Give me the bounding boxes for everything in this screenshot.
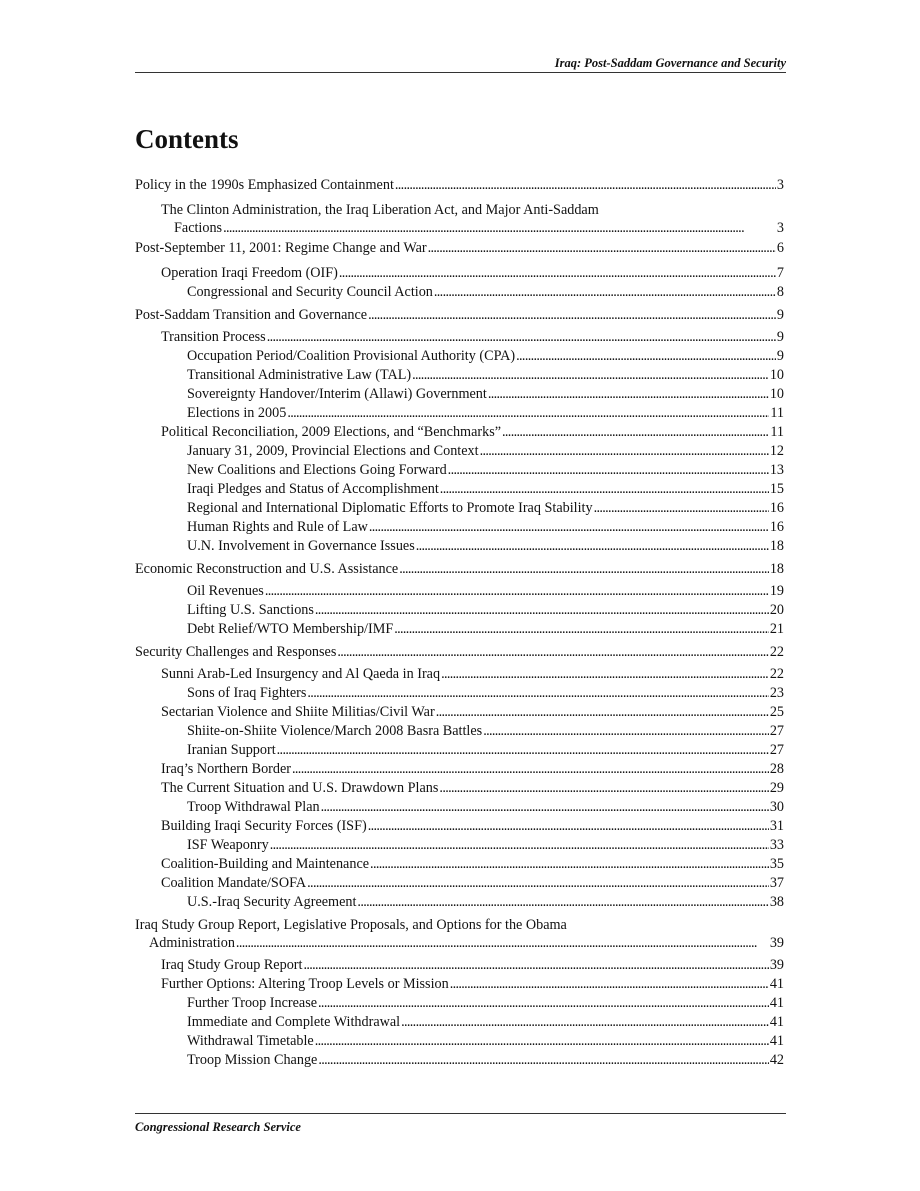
dot-leader <box>439 779 768 797</box>
toc-entry[interactable] <box>135 1032 784 1050</box>
dot-leader <box>395 176 776 194</box>
dot-leader <box>416 537 769 555</box>
toc-entry[interactable] <box>135 347 784 365</box>
toc-entry-title: Coalition Mandate/SOFA <box>161 875 307 891</box>
toc-entry[interactable] <box>135 499 784 517</box>
toc-page-number: 18 <box>769 538 784 554</box>
dot-leader <box>267 328 776 346</box>
toc-entry-title: Sons of Iraq Fighters <box>187 685 307 701</box>
toc-page-number: 7 <box>776 265 784 281</box>
toc-entry[interactable] <box>135 601 784 619</box>
toc-page-number: 31 <box>769 818 784 834</box>
toc-page-number: 16 <box>769 519 784 535</box>
dot-leader <box>401 1013 769 1031</box>
toc-entry[interactable] <box>135 442 784 460</box>
dot-leader <box>357 893 768 911</box>
toc-entry[interactable] <box>135 836 784 854</box>
toc-page-number: 9 <box>776 329 784 345</box>
toc-page-number: 6 <box>776 240 784 256</box>
toc-entry-title: Iraq’s Northern Border <box>161 761 292 777</box>
header-rule <box>135 72 786 73</box>
dot-leader <box>277 741 769 759</box>
dot-leader <box>394 620 769 638</box>
toc-entry-title: New Coalitions and Elections Going Forward <box>187 462 447 478</box>
toc-entry[interactable] <box>135 956 784 974</box>
dot-leader <box>223 219 776 237</box>
contents-heading: Contents <box>135 124 239 154</box>
toc-page-number: 10 <box>769 386 784 402</box>
dot-leader <box>448 461 769 479</box>
toc-entry[interactable] <box>135 722 784 740</box>
toc-entry-title: Iraq Study Group Report <box>161 957 303 973</box>
toc-page-number: 42 <box>769 1052 784 1068</box>
toc-entry[interactable] <box>135 560 784 578</box>
toc-entry[interactable] <box>135 620 784 638</box>
toc-entry-title: Factions <box>174 220 223 236</box>
toc-page-number: 15 <box>769 481 784 497</box>
toc-entry-title: Shiite-on-Shiite Violence/March 2008 Basra Battles <box>187 723 483 739</box>
toc-entry[interactable] <box>135 423 784 441</box>
dot-leader <box>440 480 769 498</box>
toc-page-number: 22 <box>769 666 784 682</box>
toc-entry[interactable] <box>135 741 784 759</box>
dot-leader <box>483 722 769 740</box>
toc-entry[interactable] <box>135 916 784 952</box>
dot-leader <box>450 975 769 993</box>
toc-entry[interactable] <box>135 518 784 536</box>
toc-page-number: 28 <box>769 761 784 777</box>
toc-entry-title: Further Options: Altering Troop Levels or Mission <box>161 976 449 992</box>
toc-entry-title: Troop Withdrawal Plan <box>187 799 320 815</box>
toc-entry[interactable] <box>135 306 784 324</box>
dot-leader <box>236 934 769 952</box>
dot-leader <box>434 283 776 301</box>
toc-entry-title: Building Iraqi Security Forces (ISF) <box>161 818 367 834</box>
toc-page-number: 9 <box>776 307 784 323</box>
toc-entry-title: Operation Iraqi Freedom (OIF) <box>161 265 338 281</box>
toc-entry[interactable] <box>135 328 784 346</box>
toc-entry[interactable] <box>135 703 784 721</box>
toc-entry[interactable] <box>135 760 784 778</box>
toc-entry-title: Coalition-Building and Maintenance <box>161 856 370 872</box>
toc-entry[interactable] <box>135 643 784 661</box>
toc-page-number: 18 <box>769 561 784 577</box>
toc-entry-title: Human Rights and Rule of Law <box>187 519 368 535</box>
toc-entry[interactable] <box>135 239 784 257</box>
toc-page-number: 27 <box>769 723 784 739</box>
toc-entry-title: ISF Weaponry <box>187 837 269 853</box>
toc-entry-title: The Current Situation and U.S. Drawdown Plans <box>161 780 439 796</box>
dot-leader <box>303 956 768 974</box>
toc-entry[interactable] <box>135 385 784 403</box>
toc-entry-title: Further Troop Increase <box>187 995 318 1011</box>
toc-entry-title: Immediate and Complete Withdrawal <box>187 1014 401 1030</box>
dot-leader <box>428 239 776 257</box>
toc-entry[interactable] <box>135 461 784 479</box>
toc-entry-title: Iranian Support <box>187 742 276 758</box>
toc-page-number: 33 <box>769 837 784 853</box>
toc-page-number: 23 <box>769 685 784 701</box>
toc-page-number: 37 <box>769 875 784 891</box>
toc-entry[interactable] <box>135 779 784 797</box>
dot-leader <box>339 264 776 282</box>
toc-page-number: 3 <box>776 220 784 236</box>
toc-entry-title: Post-September 11, 2001: Regime Change and War <box>135 240 427 256</box>
toc-entry-title: U.N. Involvement in Governance Issues <box>187 538 415 554</box>
toc-entry[interactable] <box>135 684 784 702</box>
toc-entry-title: Policy in the 1990s Emphasized Containment <box>135 177 394 193</box>
dot-leader <box>516 347 776 365</box>
dot-leader <box>321 798 769 816</box>
dot-leader <box>315 1032 769 1050</box>
dot-leader <box>441 665 769 683</box>
dot-leader <box>307 684 768 702</box>
toc-page-number: 11 <box>770 405 784 421</box>
toc-entry[interactable] <box>135 994 784 1012</box>
dot-leader <box>318 1051 768 1069</box>
toc-page-number: 8 <box>776 284 784 300</box>
toc-entry-title: Sectarian Violence and Shiite Militias/Civil War <box>161 704 435 720</box>
toc-entry-title: Transition Process <box>161 329 266 345</box>
toc-entry-title: Elections in 2005 <box>187 405 287 421</box>
toc-entry-title: Regional and International Diplomatic Efforts to Promote Iraq Stability <box>187 500 593 516</box>
toc-entry[interactable] <box>135 283 784 301</box>
toc-entry-title: Occupation Period/Coalition Provisional Authority (CPA) <box>187 348 516 364</box>
toc-page-number: 3 <box>776 177 784 193</box>
dot-leader <box>369 518 769 536</box>
toc-entry-title: Iraqi Pledges and Status of Accomplishment <box>187 481 439 497</box>
toc-page-number: 38 <box>769 894 784 910</box>
dot-leader <box>337 643 768 661</box>
toc-entry[interactable] <box>135 1013 784 1031</box>
toc-page-number: 27 <box>769 742 784 758</box>
toc-page-number: 13 <box>769 462 784 478</box>
toc-entry[interactable] <box>135 582 784 600</box>
toc-entry-title: U.S.-Iraq Security Agreement <box>187 894 357 910</box>
toc-entry[interactable] <box>135 1051 784 1069</box>
toc-entry[interactable] <box>135 893 784 911</box>
dot-leader <box>488 385 769 403</box>
toc-entry[interactable] <box>135 665 784 683</box>
toc-entry-title: Sovereignty Handover/Interim (Allawi) Government <box>187 386 487 402</box>
dot-leader <box>480 442 769 460</box>
toc-entry[interactable] <box>135 537 784 555</box>
toc-page-number: 25 <box>769 704 784 720</box>
toc-entry[interactable] <box>135 366 784 384</box>
dot-leader <box>307 874 769 892</box>
toc-entry-title: Political Reconciliation, 2009 Elections, and “Benchmarks” <box>161 424 502 440</box>
toc-entry-title: Troop Mission Change <box>187 1052 318 1068</box>
dot-leader <box>368 306 776 324</box>
toc-page-number: 22 <box>769 644 784 660</box>
toc-entry-title: Economic Reconstruction and U.S. Assistance <box>135 561 399 577</box>
toc-page-number: 30 <box>769 799 784 815</box>
toc-entry-title: Iraq Study Group Report, Legislative Proposals, and Options for the Obama <box>135 917 567 933</box>
toc-entry-title: Oil Revenues <box>187 583 264 599</box>
toc-entry-title: Post-Saddam Transition and Governance <box>135 307 368 323</box>
toc-entry[interactable] <box>135 798 784 816</box>
toc-page-number: 21 <box>769 621 784 637</box>
dot-leader <box>594 499 769 517</box>
toc-entry-title: Congressional and Security Council Action <box>187 284 433 300</box>
dot-leader <box>412 366 769 384</box>
dot-leader <box>436 703 769 721</box>
toc-entry-title: Sunni Arab-Led Insurgency and Al Qaeda in Iraq <box>161 666 441 682</box>
toc-page-number: 9 <box>776 348 784 364</box>
toc-entry[interactable] <box>135 404 784 422</box>
toc-page-number: 41 <box>769 976 784 992</box>
toc-entry-title: The Clinton Administration, the Iraq Liberation Act, and Major Anti-Saddam <box>161 202 599 218</box>
dot-leader <box>399 560 769 578</box>
toc-page-number: 12 <box>769 443 784 459</box>
dot-leader <box>315 601 769 619</box>
toc-entry-title: January 31, 2009, Provincial Elections and Context <box>187 443 479 459</box>
toc-page-number: 41 <box>769 1014 784 1030</box>
footer-text: Congressional Research Service <box>135 1120 301 1134</box>
dot-leader <box>270 836 769 854</box>
toc-page-number: 39 <box>769 935 784 951</box>
dot-leader <box>265 582 769 600</box>
toc-entry-title: Withdrawal Timetable <box>187 1033 314 1049</box>
dot-leader <box>368 817 769 835</box>
dot-leader <box>370 855 769 873</box>
toc-entry[interactable] <box>135 874 784 892</box>
dot-leader <box>292 760 769 778</box>
toc-page-number: 11 <box>770 424 784 440</box>
toc-entry[interactable] <box>135 480 784 498</box>
toc-entry[interactable] <box>135 201 784 237</box>
running-header: Iraq: Post-Saddam Governance and Security <box>554 56 786 70</box>
dot-leader <box>318 994 769 1012</box>
toc-page-number: 10 <box>769 367 784 383</box>
toc-entry-title: Lifting U.S. Sanctions <box>187 602 314 618</box>
toc-entry-title: Administration <box>149 935 235 951</box>
toc-page-number: 41 <box>769 995 784 1011</box>
toc-entry-title: Security Challenges and Responses <box>135 644 337 660</box>
toc-page-number: 41 <box>769 1033 784 1049</box>
toc-page-number: 19 <box>769 583 784 599</box>
toc-entry[interactable] <box>135 264 784 282</box>
toc-entry[interactable] <box>135 176 784 194</box>
toc-entry-title: Debt Relief/WTO Membership/IMF <box>187 621 394 637</box>
toc-entry[interactable] <box>135 975 784 993</box>
toc-page-number: 20 <box>769 602 784 618</box>
toc-page-number: 29 <box>769 780 784 796</box>
toc-page-number: 16 <box>769 500 784 516</box>
toc-entry[interactable] <box>135 817 784 835</box>
footer-rule <box>135 1113 786 1114</box>
toc-entry-title: Transitional Administrative Law (TAL) <box>187 367 412 383</box>
toc-page-number: 35 <box>769 856 784 872</box>
dot-leader <box>502 423 769 441</box>
toc-entry[interactable] <box>135 855 784 873</box>
dot-leader <box>287 404 769 422</box>
toc-page-number: 39 <box>769 957 784 973</box>
